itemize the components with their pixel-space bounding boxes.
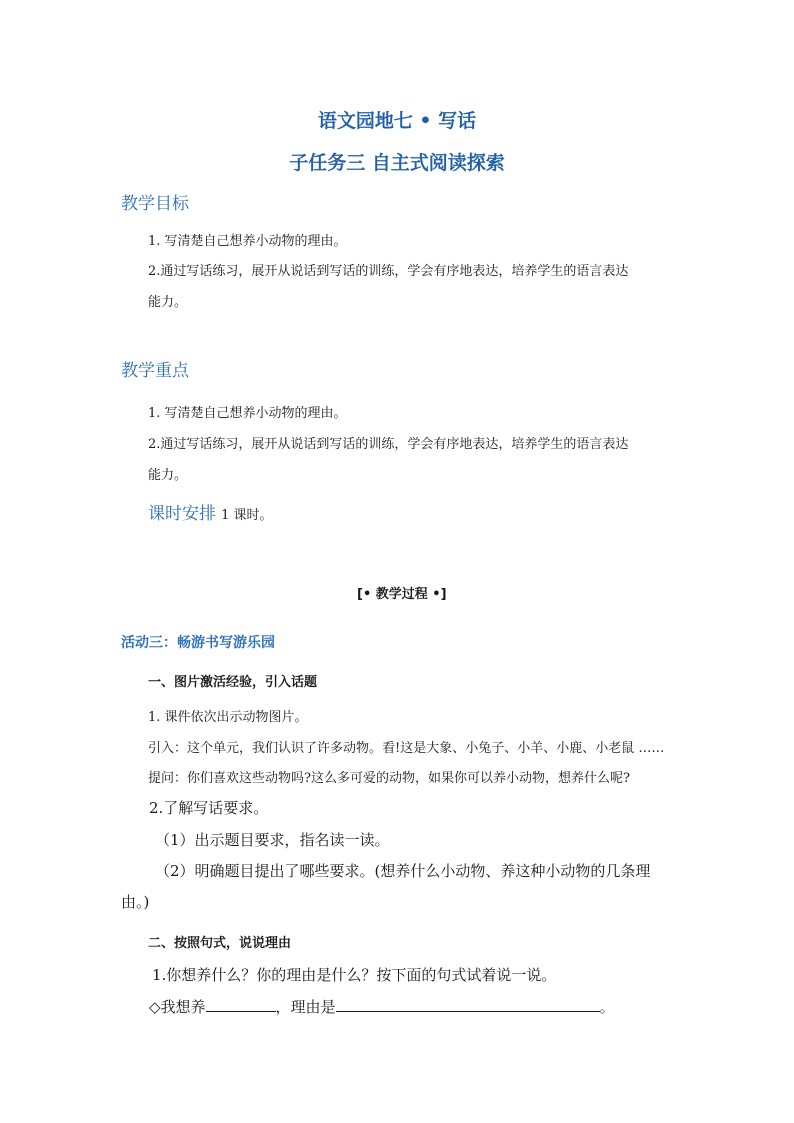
schedule-heading: 课时安排 (148, 504, 216, 524)
keypoints-item-1: 1. 写清楚自己想养小动物的理由。 (148, 406, 347, 421)
keypoints-item-2-line2: 能力。 (148, 468, 188, 483)
keypoints-heading: 教学重点 (121, 361, 189, 381)
part1-heading: 一、图片激活经验，引入话题 (148, 675, 318, 690)
animal-blank[interactable] (206, 997, 276, 1012)
part1-sub-2-line1: （2）明确题目提出了哪些要求。(想养什么小动物、养这种小动物的几条理 (155, 862, 651, 880)
page-title: 语文园地七 • 写话 (317, 110, 477, 132)
process-heading: [• 教学过程 •] (357, 587, 447, 602)
activity-heading: 活动三：畅游书写游乐园 (121, 635, 275, 651)
part1-intro: 引入：这个单元，我们认识了许多动物。看!这是大象、小兔子、小羊、小鹿、小老鼠 …… (148, 741, 665, 756)
part1-sub-2-line2: 由。) (121, 893, 150, 911)
page-subtitle: 子任务三 自主式阅读探索 (289, 152, 505, 174)
goals-heading: 教学目标 (121, 194, 189, 214)
reason-blank[interactable] (336, 997, 600, 1012)
goals-item-2-line2: 能力。 (148, 295, 188, 310)
goals-item-2-line1: 2.通过写话练习，展开从说话到写话的训练，学会有序地表达，培养学生的语言表达 (148, 264, 629, 279)
part1-sub-1: （1）出示题目要求，指名读一读。 (155, 831, 390, 849)
part2-item-1: 1.你想养什么？你的理由是什么？按下面的句式试着说一说。 (152, 966, 557, 984)
part2-heading: 二、按照句式，说说理由 (148, 936, 292, 951)
pattern-end: 。 (599, 998, 615, 1016)
sentence-pattern (149, 996, 615, 1017)
part1-item-1: 1. 课件依次出示动物图片。 (148, 710, 308, 725)
goals-item-1: 1. 写清楚自己想养小动物的理由。 (148, 234, 347, 249)
schedule-line (148, 499, 273, 524)
part1-question: 提问：你们喜欢这些动物吗?这么多可爱的动物，如果你可以养小动物，想养什么呢? (148, 771, 630, 786)
keypoints-item-2-line1: 2.通过写话练习，展开从说话到写话的训练，学会有序地表达，培养学生的语言表达 (148, 437, 629, 452)
pattern-start: ◇我想养 (149, 998, 206, 1016)
schedule-value: 1 课时。 (221, 508, 273, 523)
part1-item-2: 2.了解写话要求。 (149, 799, 269, 817)
pattern-middle: ，理由是 (275, 998, 336, 1016)
